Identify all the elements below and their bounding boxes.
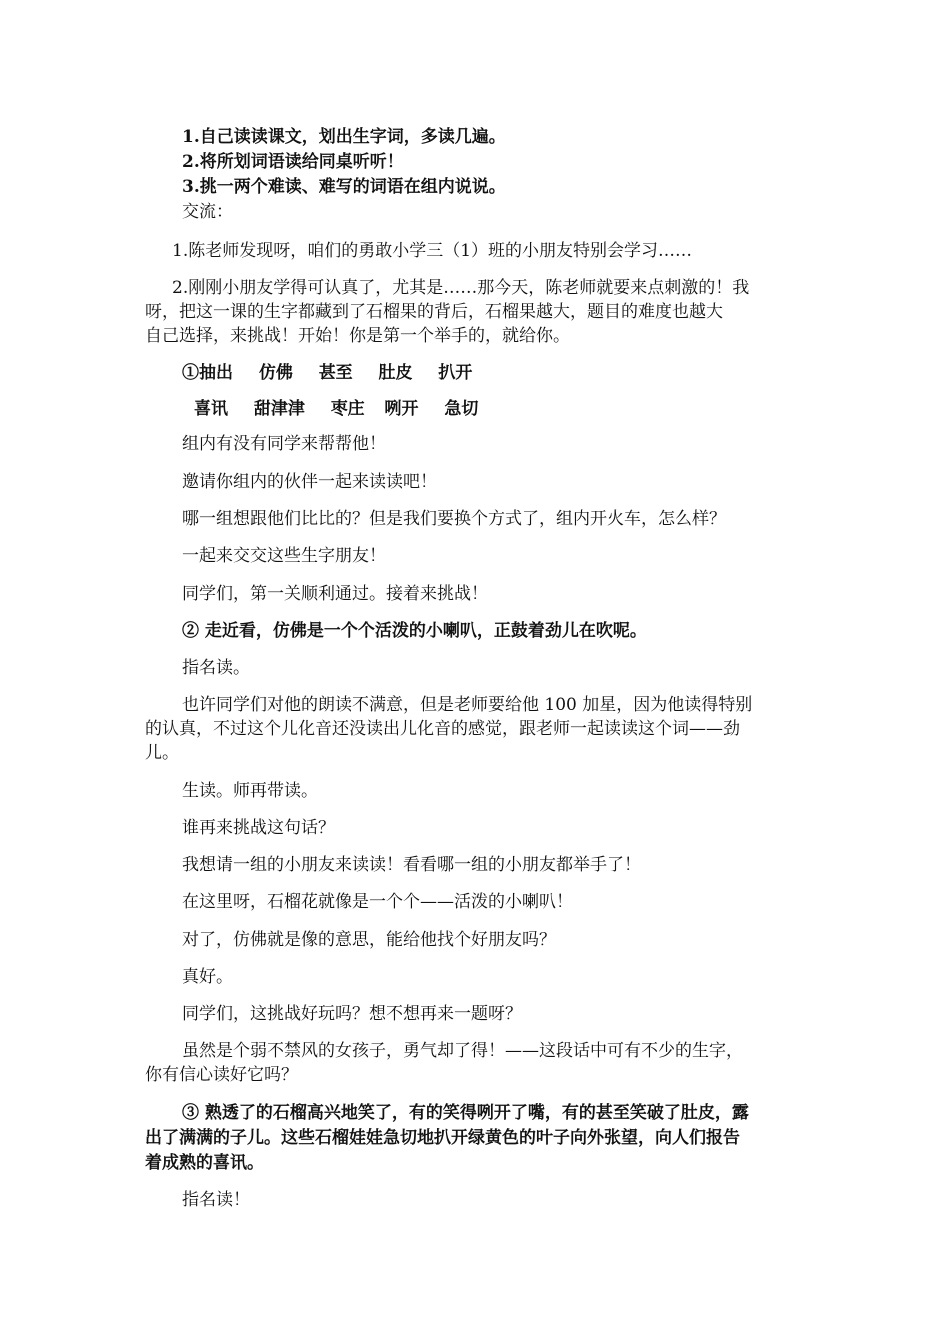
girl-paragraph-line-2: 你有信心读好它吗？: [145, 1065, 298, 1085]
challenge-2: ② 走近看，仿佛是一个个活泼的小喇叭，正鼓着劲儿在吹呢。: [182, 621, 647, 641]
exchange-label: 交流：: [182, 202, 233, 222]
word: 肚皮: [378, 363, 413, 383]
teacher-line: 一起来交交这些生字朋友！: [182, 546, 386, 566]
step-1: 1.自己读读课文，划出生字词，多读几遍。: [182, 127, 506, 147]
word: 甚至: [318, 363, 353, 383]
word: 扒开: [438, 363, 473, 383]
teacher-line: 邀请你组内的伙伴一起来读读吧！: [182, 472, 437, 492]
paragraph-1: 1.陈老师发现呀，咱们的勇敢小学三（1）班的小朋友特别会学习……: [172, 241, 693, 261]
word: 咧开: [384, 399, 419, 419]
teacher-line: 我想请一组的小朋友来读读！看看哪一组的小朋友都举手了！: [182, 855, 641, 875]
word: 喜讯: [194, 399, 228, 419]
name-read: 指名读。: [182, 658, 250, 678]
word: 急切: [444, 399, 479, 419]
girl-paragraph-line-1: 虽然是个弱不禁风的女孩子，勇气却了得！——这段话中可有不少的生字，: [182, 1041, 743, 1061]
final-line: 指名读！: [182, 1190, 250, 1210]
praise-line-2: 的认真，不过这个儿化音还没读出儿化音的感觉，跟老师一起读读这个词——劲: [145, 719, 740, 739]
teacher-line: 组内有没有同学来帮帮他！: [182, 434, 386, 454]
praise-line-3: 儿。: [145, 743, 179, 763]
word: 甜津津: [253, 399, 305, 419]
challenge-3-line-1: ③ 熟透了的石榴高兴地笑了，有的笑得咧开了嘴，有的甚至笑破了肚皮，露: [182, 1103, 749, 1123]
step-2: 2.将所划词语读给同桌听听！: [182, 152, 404, 172]
teacher-line: 真好。: [182, 967, 233, 987]
word: 仿佛: [258, 363, 293, 383]
paragraph-2-line-1: 2.刚刚小朋友学得可认真了，尤其是……那今天，陈老师就要来点刺激的！我: [172, 278, 750, 298]
word-row-2: [194, 398, 478, 420]
paragraph-2-line-2: 呀，把这一课的生字都藏到了石榴果的背后，石榴果越大，题目的难度也越大: [145, 302, 723, 322]
teacher-line: 在这里呀，石榴花就像是一个个——活泼的小喇叭！: [182, 892, 573, 912]
paragraph-2-line-3: 自己选择，来挑战！开始！你是第一个举手的，就给你。: [145, 326, 570, 346]
teacher-line: 同学们，第一关顺利通过。接着来挑战！: [182, 584, 488, 604]
word: 枣庄: [330, 399, 365, 419]
challenge-3-line-3: 着成熟的喜讯。: [145, 1153, 264, 1173]
teacher-line: 同学们，这挑战好玩吗？想不想再来一题呀？: [182, 1004, 522, 1024]
word-row-1: [182, 362, 472, 384]
step-3: 3.挑一两个难读、难写的词语在组内说说。: [182, 177, 506, 197]
challenge-3-line-2: 出了满满的子儿。这些石榴娃娃急切地扒开绿黄色的叶子向外张望，向人们报告: [145, 1128, 740, 1148]
teacher-line: 生读。师再带读。: [182, 781, 318, 801]
teacher-line: 哪一组想跟他们比比的？但是我们要换个方式了，组内开火车，怎么样？: [182, 509, 726, 529]
teacher-line: 对了，仿佛就是像的意思，能给他找个好朋友吗？: [182, 930, 556, 950]
praise-line-1: 也许同学们对他的朗读不满意，但是老师要给他 100 加星，因为他读得特别: [182, 695, 753, 715]
teacher-line: 谁再来挑战这句话？: [182, 818, 335, 838]
word: ①抽出: [182, 363, 233, 383]
